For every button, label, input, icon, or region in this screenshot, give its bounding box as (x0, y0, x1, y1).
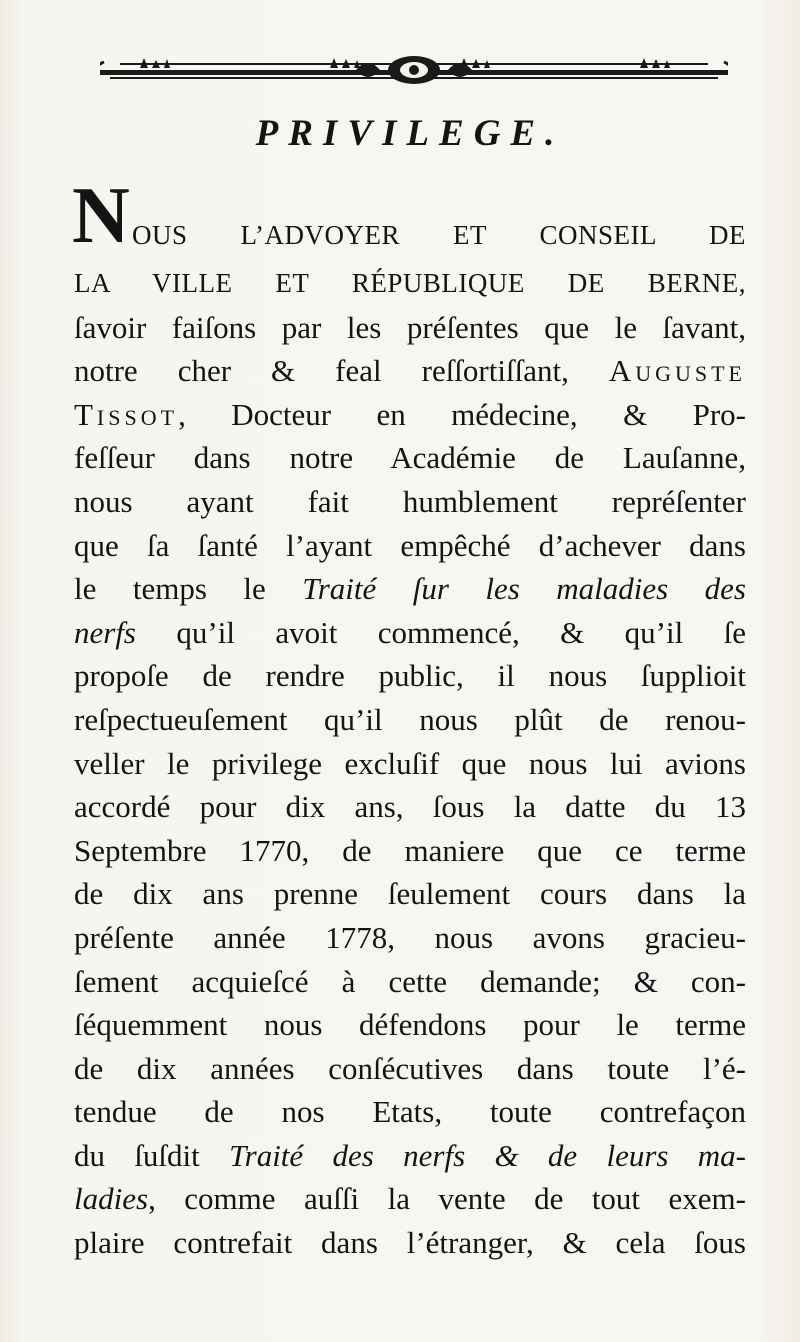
text-line: propoſe de rendre public, il nous ſupplioit (74, 658, 746, 694)
text-line: veller le privilege excluſif que nous lui avions (74, 745, 746, 781)
text-line: notre cher & feal reſſortiſſant, Auguste (74, 353, 746, 389)
decorative-headband-ornament (100, 48, 728, 98)
text-line: nous ayant fait humblement repréſenter (74, 483, 746, 519)
text-line: de dix années conſécutives dans toute l’é- (74, 1050, 746, 1086)
text-line: OUS L’ADVOYER ET CONSEIL DE (132, 220, 746, 250)
text-line: que ſa ſanté l’ayant empêché d’achever dans (74, 527, 746, 563)
text-line: nerfs qu’il avoit commencé, & qu’il ſe (74, 614, 746, 650)
text-line: plaire contrefait dans l’étranger, & cela ſous (74, 1225, 746, 1261)
text-line: de dix ans prenne ſeulement cours dans la (74, 876, 746, 912)
text-line: tendue de nos Etats, toute contrefaçon (74, 1094, 746, 1130)
text-line: accordé pour dix ans, ſous la datte du 13 (74, 789, 746, 825)
opening-line (72, 172, 746, 262)
text-line: reſpectueuſement qu’il nous plût de renou- (74, 701, 746, 737)
text-line: préſente année 1778, nous avons gracieu- (74, 919, 746, 955)
text-line: Tissot, Docteur en médecine, & Pro- (74, 396, 746, 432)
text-line: ſavoir faiſons par les préſentes que le ſavant, (74, 309, 746, 345)
text-line: ſéquemment nous défendons pour le terme (74, 1007, 746, 1043)
text-line: le temps le Traité ſur les maladies des (74, 571, 746, 607)
page-title: PRIVILEGE. (255, 113, 565, 154)
text-line: du ſuſdit Traité des nerfs & de leurs ma- (74, 1137, 746, 1173)
text-line: LA VILLE ET RÉPUBLIQUE DE BERNE, (74, 268, 746, 298)
text-line: ſement acquieſcé à cette demande; & con- (74, 963, 746, 999)
privilege-text-block (72, 172, 746, 1265)
drop-cap: N (72, 172, 130, 260)
text-line: Septembre 1770, de maniere que ce terme (74, 832, 746, 868)
text-line: feſſeur dans notre Académie de Lauſanne, (74, 440, 746, 476)
text-line: ladies, comme auſſi la vente de tout exem- (74, 1181, 746, 1217)
